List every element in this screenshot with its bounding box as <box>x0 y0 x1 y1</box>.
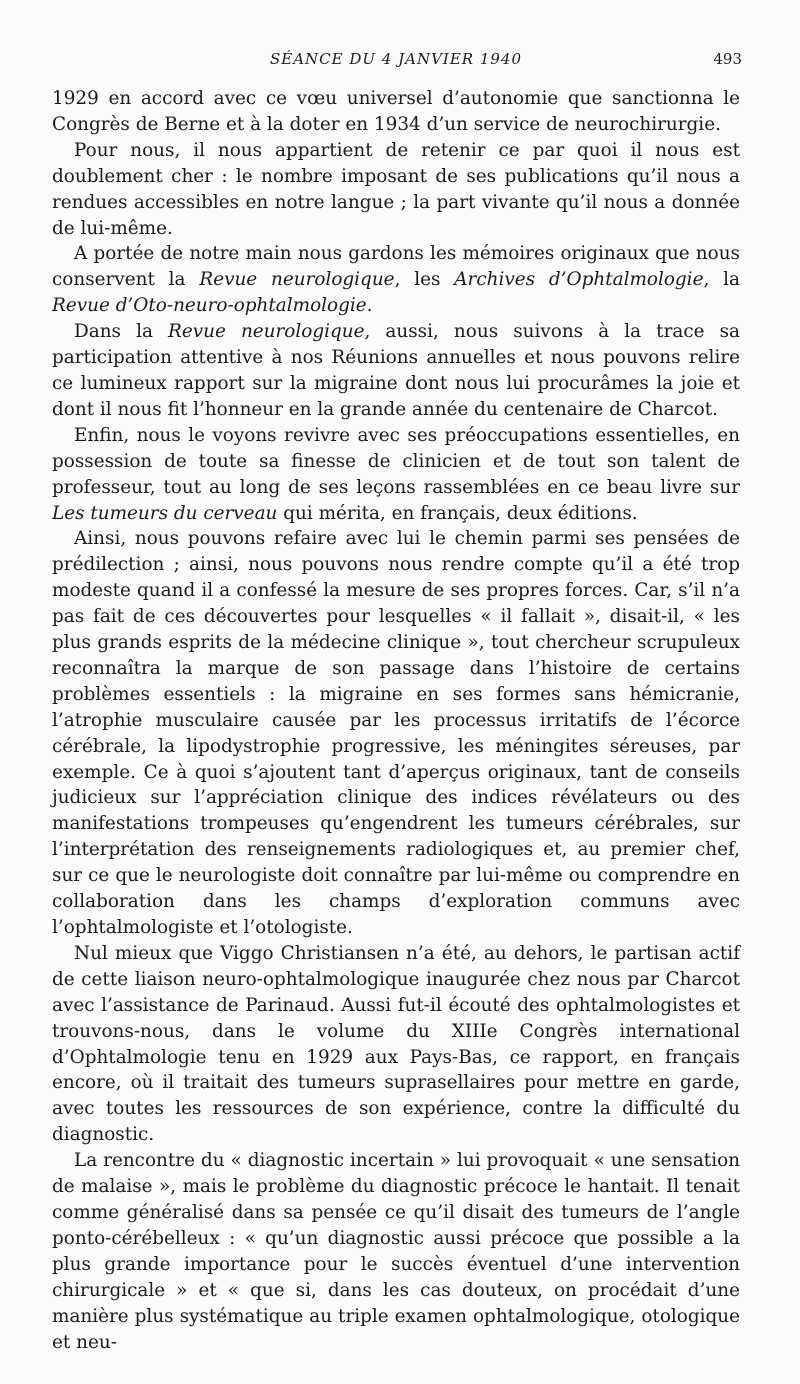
italic-title: Revue neurologique <box>168 321 365 343</box>
italic-title: Revue neurologique <box>199 269 395 291</box>
paragraph <box>52 423 740 527</box>
italic-title: Revue d’Oto-neuro-ophtalmologie <box>52 295 367 317</box>
paragraph <box>52 241 740 319</box>
text-run: La rencontre du « diagnostic incertain » lui provoquait « une sensation de malaise », mais le problème du diagnostic précoce le hantait. Il tenait comme généralisé dans sa pensée ce qu’il disait des tumeurs de l’angle ponto-cérébelleux : « qu’un diagnostic aussi précoce que possible a la plus grande importance pour le succès éventuel d’une intervention chirurgicale » et « que si, dans les cas douteux, on procédait d’une manière plus systématique au triple examen ophtalmologique, otologique et neu- <box>52 1150 740 1353</box>
running-header <box>52 50 740 74</box>
italic-title: Les tumeurs du cerveau <box>52 502 278 524</box>
text-run: , aussi, nous suivons à la trace sa participation attentive à nos Réunions annuelles et nous pouvons relire ce lumineux rapport sur la migraine dont nous lui procurâmes la joie et dont il nous fit l’honneur en la grande année du centenaire de Charcot. <box>52 321 741 420</box>
text-run: Dans la <box>74 321 169 343</box>
text-run: Pour nous, il nous appartient de retenir ce par quoi il nous est doublement cher : le nombre imposant de ses publications qu’il nous a rendues accessibles en notre langue ; la part vivante qu’il nous a donnée de lui-même. <box>52 139 740 239</box>
paragraph <box>52 941 740 1148</box>
paragraph <box>52 138 740 242</box>
text-run: A portée de notre main nous gardons les mémoires originaux que nous conservent la <box>52 243 740 291</box>
paragraph <box>52 526 740 941</box>
paragraph <box>52 1148 740 1355</box>
text-run: , les <box>394 269 455 291</box>
text-run: , la <box>703 269 740 291</box>
body-text <box>52 86 740 1355</box>
text-run: Ainsi, nous pouvons refaire avec lui le chemin parmi ses pensées de prédilection ; ainsi, nous pouvons nous rendre compte qu’il a été trop modeste quand il a confessé la mesure de ses propres forces. Car, s’il n’a pas fait de ces découvertes pour lesquelles « il fallait », disait-il, « les plus grands esprits de la médecine clinique », tout chercheur scrupuleux reconnaîtra la marque de son passage dans l’histoire de certains problèmes essentiels : la migraine en ses formes sans hémicranie, l’atrophie musculaire causée par les processus irritatifs de l’écorce cérébrale, la lipodystrophie progressive, les méningites séreuses, par exemple. Ce à quoi s’ajoutent tant d’aperçus originaux, tant de conseils judicieux sur l’appréciation clinique des indices révélateurs ou des manifestations trompeuses qu’engendrent les tumeurs cérébrales, sur l’interprétation des renseignements radiologiques et, au premier chef, sur ce que le neurologiste doit connaître par lui-même ou comprendre en collaboration dans les champs d’exploration communs avec l’ophtalmologiste et l’otologiste. <box>52 528 740 938</box>
text-run: . <box>366 295 373 317</box>
paragraph <box>52 319 740 423</box>
text-run: 1929 en accord avec ce vœu universel d’autonomie que sanctionna le Congrès de Berne et à la doter en 1934 d’un service de neurochirurgie. <box>52 88 740 135</box>
text-run: Enfin, nous le voyons revivre avec ses préoccupations essentielles, en possession de toute sa finesse de clinicien et de tout son talent de professeur, tout au long de ses leçons rassemblées en ce beau livre sur <box>52 424 740 498</box>
italic-title: Archives d’Ophtalmologie <box>454 269 704 291</box>
page-number: 493 <box>713 50 742 68</box>
text-run: qui mérita, en français, deux éditions. <box>277 502 638 524</box>
text-run: Nul mieux que Viggo Christiansen n’a été, au dehors, le partisan actif de cette liaison neuro-ophtalmologique inaugurée chez nous par Charcot avec l’assistance de Parinaud. Aussi fut-il écouté des ophtalmologistes et trouvons-nous, dans le volume du XIIIe Congrès international d’Ophtalmologie tenu en 1929 aux Pays-Bas, ce rapport, en français encore, où il traitait des tumeurs suprasellaires pour mettre en garde, avec toutes les ressources de son expérience, contre la difficulté du diagnostic. <box>52 942 740 1146</box>
paragraph <box>52 86 740 138</box>
running-title: SÉANCE DU 4 JANVIER 1940 <box>269 50 523 68</box>
